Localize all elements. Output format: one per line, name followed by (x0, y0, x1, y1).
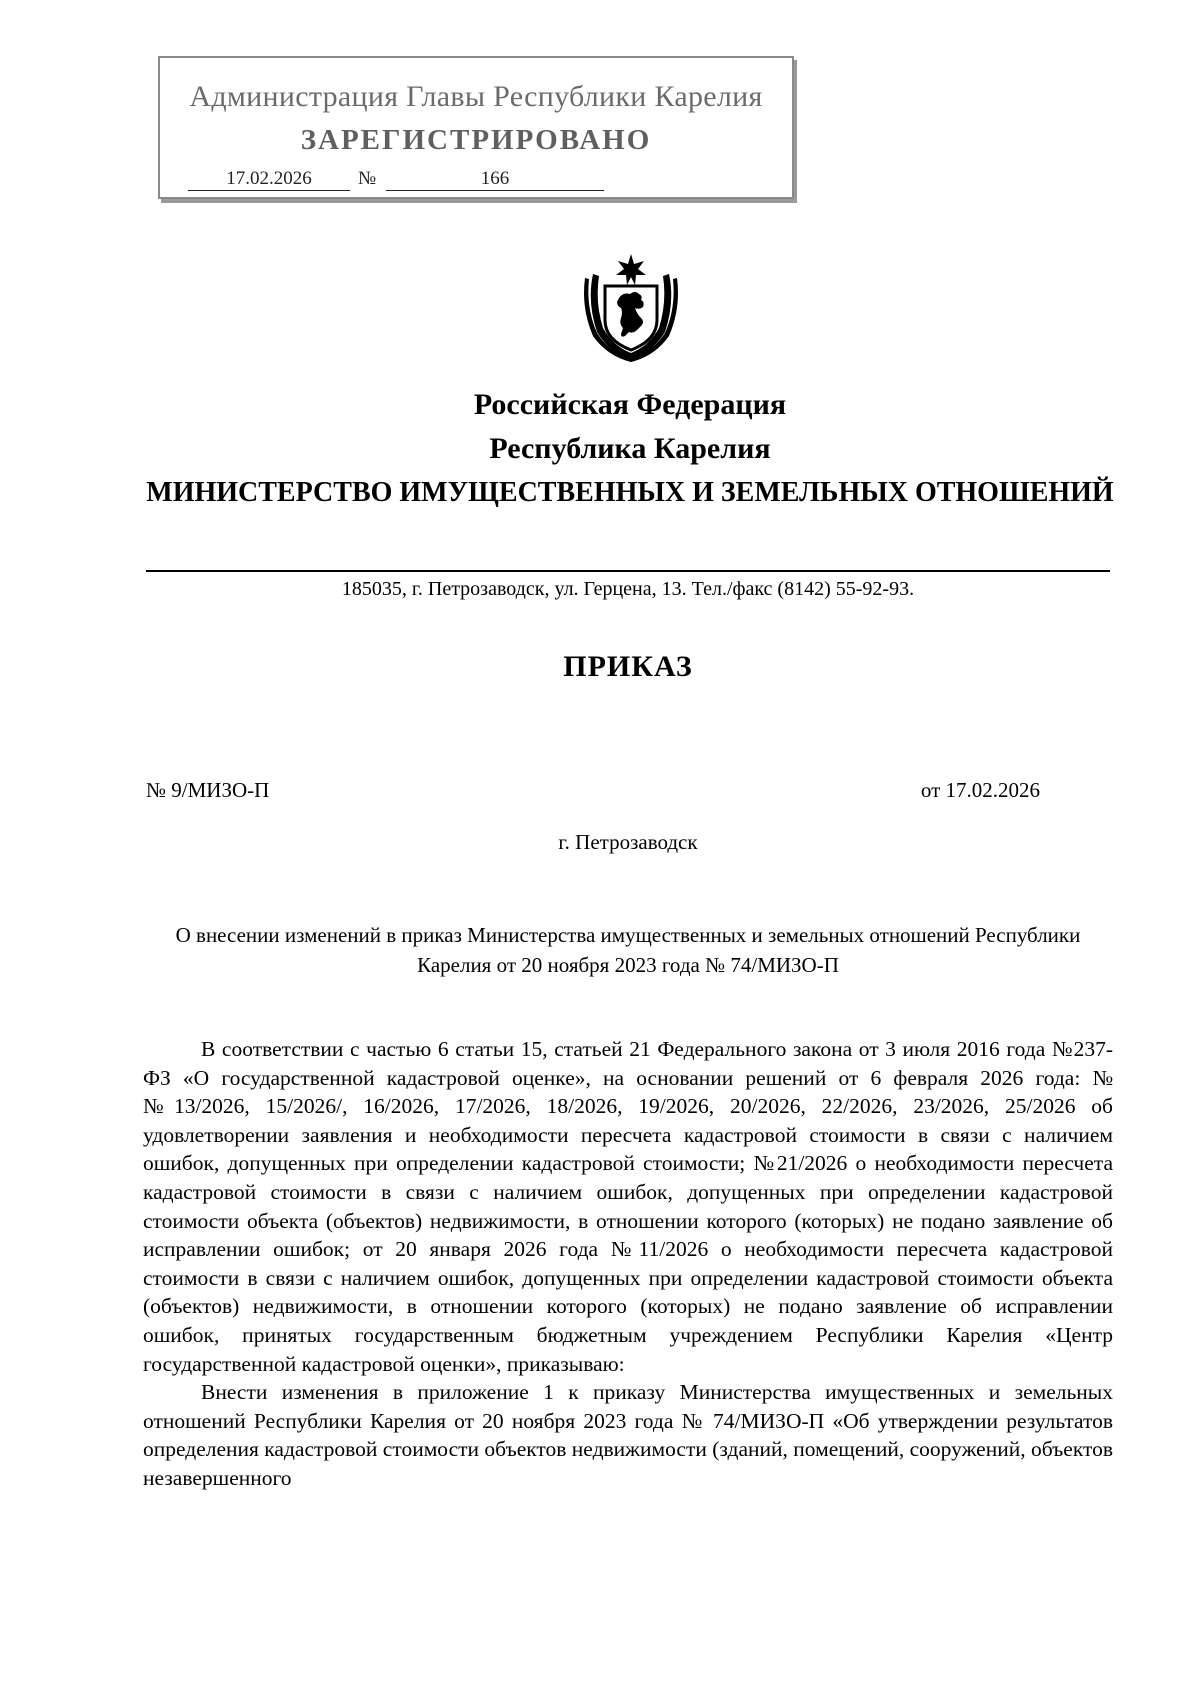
stamp-number: 166 (386, 168, 604, 191)
order-number: № 9/МИЗО-П (146, 778, 270, 802)
country-title: Российская Федерация (473, 388, 787, 421)
stamp-date: 17.02.2026 (188, 168, 350, 191)
body-paragraph: В соответствии с частью 6 статьи 15, статьей 21 Федерального закона от 3 июля 2016 года №237-ФЗ «О государственной кадастровой оценке», на основании решений от 6 февраля 2026 года: №№13/2026, 15/2026/, 16/2026, 17/2026, 18/2026, 19/2026, 20/2026, 22/2026, 23/2026, 25/2026 об удовлетворении заявления и необходимости пересчета кадастровой стоимости в связи с наличием ошибок, допущенных при определении кадастровой стоимости; №21/2026 о необходимости пересчета кадастровой стоимости в связи с наличием ошибок, допущенных при определении кадастровой стоимости объекта (объектов) недвижимости, в отношении которого (которых) не подано заявление об исправлении ошибок; от 20 января 2026 года №11/2026 о необходимости пересчета кадастровой стоимости в связи с наличием ошибок, допущенных при определении кадастровой стоимости объекта (объектов) недвижимости, в отношении которого (которых) не подано заявление об исправлении ошибок, принятых государственным бюджетным учреждением Республики Карелия «Центр государственной кадастровой оценки», приказываю: (143, 1037, 1113, 1376)
stamp-authority: Администрация Главы Республики Карелия (189, 80, 763, 113)
document-type: ПРИКАЗ (563, 650, 693, 683)
ministry-title: МИНИСТЕРСТВО ИМУЩЕСТВЕННЫХ И ЗЕМЕЛЬНЫХ ОТНОШЕНИЙ (146, 477, 1114, 508)
body-paragraph: Внести изменения в приложение 1 к приказу Министерства имущественных и земельных отношений Республики Карелия от 20 ноября 2023 года № 74/МИЗО-П «Об утверждении результатов определения кадастровой стоимости объектов недвижимости (зданий, помещений, сооружений, объектов незавершенного (143, 1380, 1113, 1490)
region-title: Республика Карелия (489, 432, 771, 465)
order-date: от 17.02.2026 (920, 778, 1040, 802)
ministry-address: 185035, г. Петрозаводск, ул. Герцена, 13. Тел./факс (8142) 55-92-93. (341, 578, 915, 600)
header-divider (146, 570, 1110, 572)
issue-city: г. Петрозаводск (558, 830, 698, 854)
stamp-number-label: № (358, 168, 377, 189)
karelia-coat-of-arms-icon (583, 252, 679, 362)
registration-stamp (158, 56, 794, 199)
stamp-registered: ЗАРЕГИСТРИРОВАНО (300, 124, 652, 156)
document-subject: О внесении изменений в приказ Министерства имущественных и земельных отношений Республики Карелия от 20 ноября 2023 года № 74/МИЗО-П (175, 923, 1081, 977)
document-body (143, 1035, 1113, 1493)
